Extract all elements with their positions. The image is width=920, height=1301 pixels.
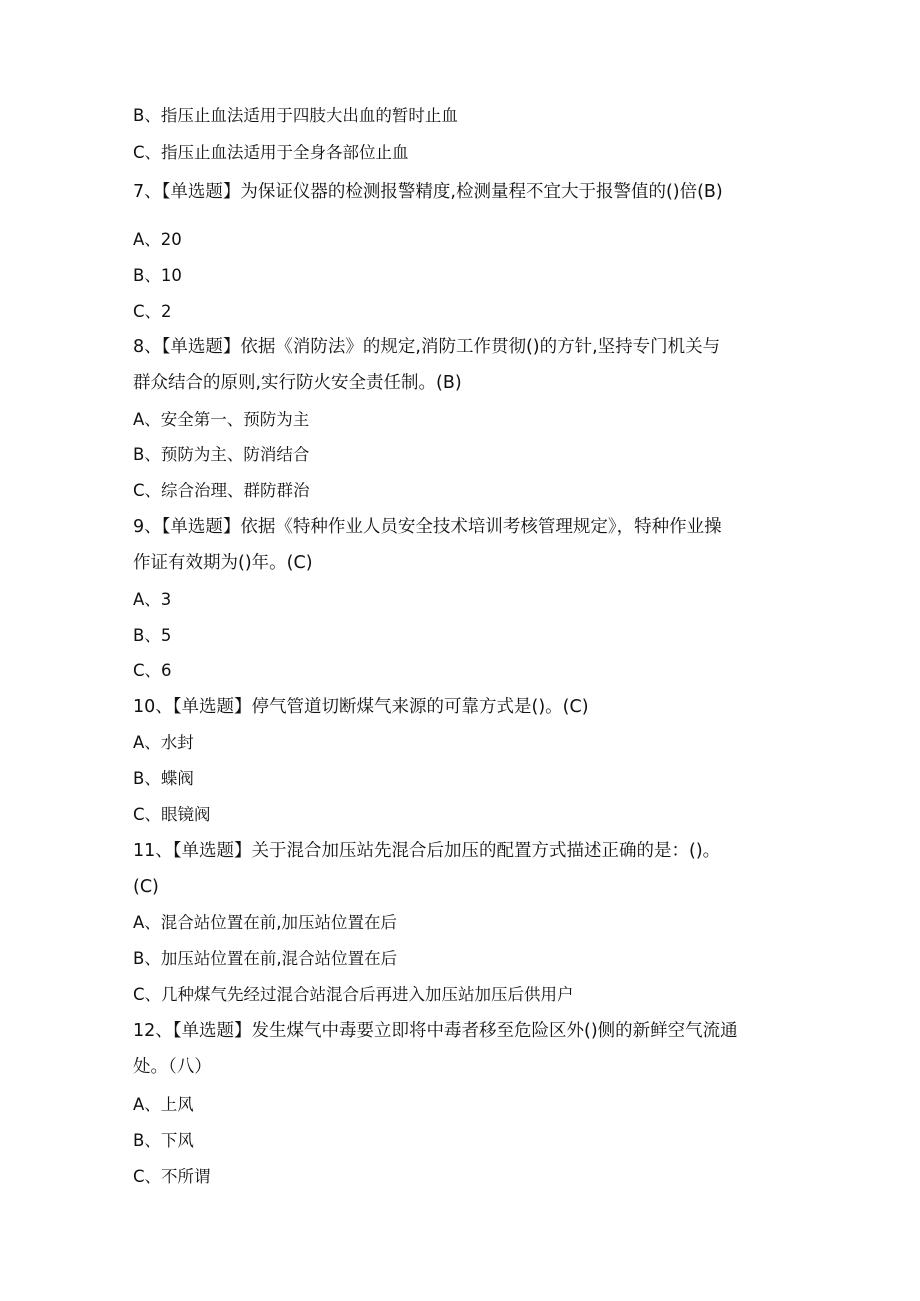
question-line: 9、【单选题】依据《特种作业人员安全技术培训考核管理规定》，特种作业操	[133, 517, 722, 537]
option-line: B、蝶阀	[133, 769, 194, 788]
question-line: (C)	[133, 877, 159, 897]
option-line: A、3	[133, 590, 172, 609]
option-line: B、5	[133, 626, 172, 645]
question-line: 10、【单选题】停气管道切断煤气来源的可靠方式是()。(C)	[133, 697, 589, 717]
question-line: 作证有效期为()年。(C)	[133, 553, 313, 573]
option-line: B、加压站位置在前,混合站位置在后	[133, 949, 398, 968]
option-line: A、安全第一、预防为主	[133, 410, 310, 429]
option-line: B、指压止血法适用于四肢大出血的暂时止血	[133, 106, 458, 125]
option-line: C、指压止血法适用于全身各部位止血	[133, 143, 409, 162]
option-line: C、几种煤气先经过混合站混合后再进入加压站加压后供用户	[133, 985, 574, 1004]
question-line: 12、【单选题】发生煤气中毒要立即将中毒者移至危险区外()侧的新鲜空气流通	[133, 1021, 738, 1041]
option-line: C、6	[133, 661, 172, 680]
option-line: A、混合站位置在前,加压站位置在后	[133, 913, 398, 932]
question-line: 处。（八）	[133, 1057, 212, 1077]
option-line: C、2	[133, 302, 172, 321]
option-line: A、上风	[133, 1095, 194, 1114]
question-line: 11、【单选题】关于混合加压站先混合后加压的配置方式描述正确的是：()。	[133, 841, 721, 861]
option-line: C、眼镜阀	[133, 805, 211, 824]
question-line: 7、【单选题】为保证仪器的检测报警精度,检测量程不宜大于报警值的()倍(B)	[133, 182, 723, 202]
option-line: A、水封	[133, 733, 194, 752]
question-line: 群众结合的原则,实行防火安全责任制。(B)	[133, 373, 462, 393]
option-line: B、10	[133, 266, 182, 285]
option-line: A、20	[133, 230, 182, 249]
option-line: B、预防为主、防消结合	[133, 445, 310, 464]
option-line: C、综合治理、群防群治	[133, 481, 310, 500]
option-line: C、不所谓	[133, 1167, 211, 1186]
option-line: B、下风	[133, 1131, 194, 1150]
question-line: 8、【单选题】依据《消防法》的规定,消防工作贯彻()的方针,坚持专门机关与	[133, 337, 721, 357]
